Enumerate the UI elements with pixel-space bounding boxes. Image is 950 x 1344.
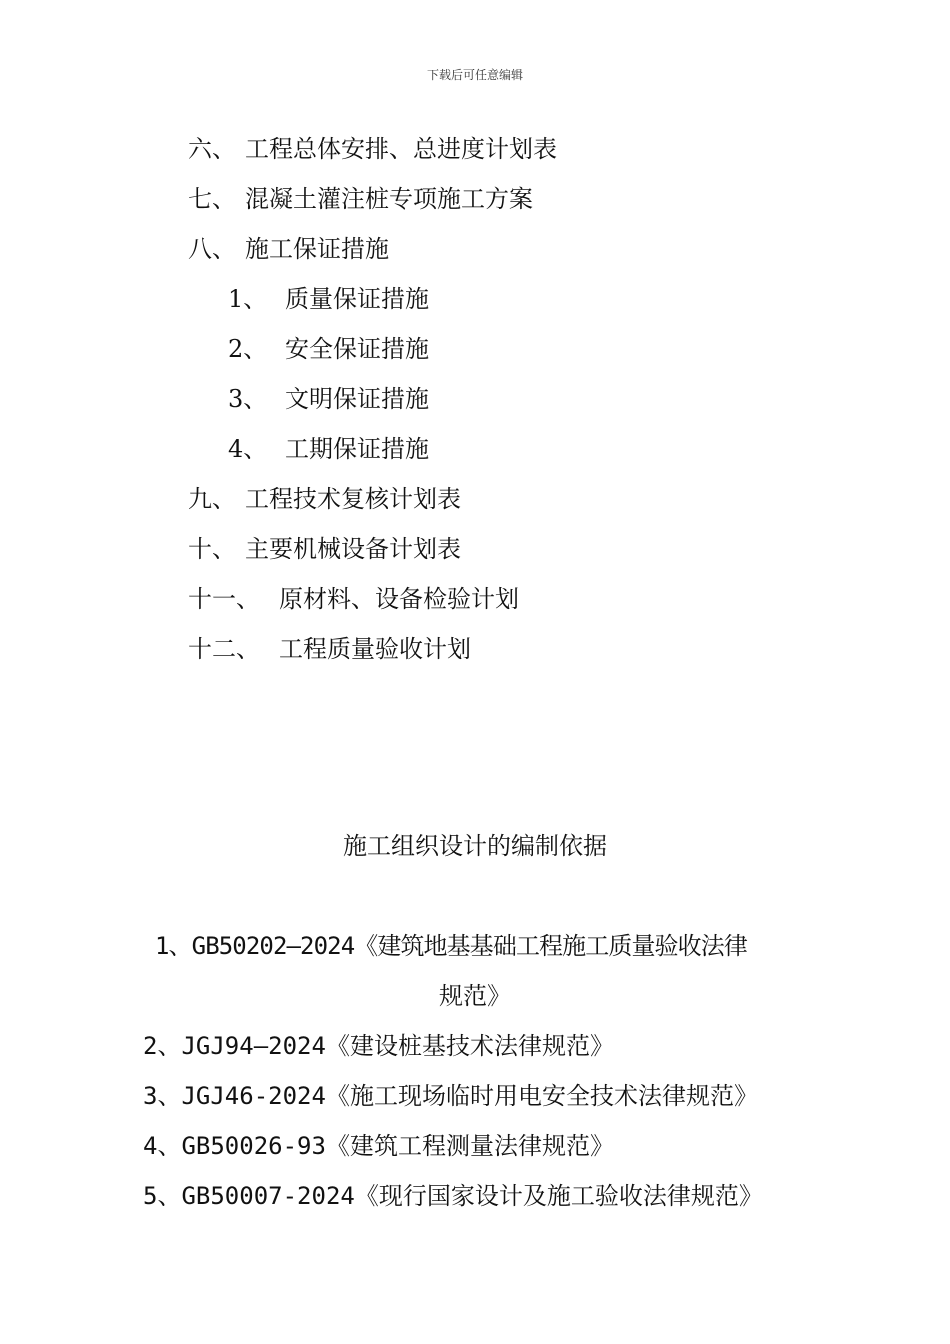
toc-subitem-3 xyxy=(228,384,429,414)
toc-item-10 xyxy=(188,534,461,564)
toc-item-7 xyxy=(188,184,533,214)
toc-item-number: 4、 xyxy=(228,435,268,463)
toc-item-number: 十一、 xyxy=(188,585,260,613)
toc-item-6 xyxy=(188,134,557,164)
toc-item-number: 九、 xyxy=(188,485,236,513)
toc-item-label: 工程技术复核计划表 xyxy=(245,485,461,513)
toc-item-number: 1、 xyxy=(228,285,268,313)
toc-item-label: 主要机械设备计划表 xyxy=(245,535,461,563)
toc-item-11 xyxy=(188,584,519,614)
toc-item-label: 原材料、设备检验计划 xyxy=(279,585,519,613)
toc-item-number: 十、 xyxy=(188,535,236,563)
toc-item-label: 工程总体安排、总进度计划表 xyxy=(245,135,557,163)
toc-item-number: 十二、 xyxy=(188,635,260,663)
toc-item-label: 工期保证措施 xyxy=(285,435,429,463)
toc-item-label: 施工保证措施 xyxy=(245,235,389,263)
toc-item-number: 八、 xyxy=(188,235,236,263)
toc-subitem-4 xyxy=(228,434,429,464)
toc-item-label: 安全保证措施 xyxy=(285,335,429,363)
toc-subitem-2 xyxy=(228,334,429,364)
toc-item-label: 文明保证措施 xyxy=(285,385,429,413)
reference-item-1: 1、GB50202—2024《建筑地基基础工程施工质量验收法律 xyxy=(155,932,747,960)
reference-item-4: 4、GB50026-93《建筑工程测量法律规范》 xyxy=(143,1132,614,1160)
toc-item-number: 六、 xyxy=(188,135,236,163)
toc-item-number: 2、 xyxy=(228,335,268,363)
toc-item-12 xyxy=(188,634,471,664)
toc-item-number: 七、 xyxy=(188,185,236,213)
toc-item-number: 3、 xyxy=(228,385,268,413)
toc-item-9 xyxy=(188,484,461,514)
page-header: 下载后可任意编辑 xyxy=(426,68,523,82)
toc-subitem-1 xyxy=(228,284,429,314)
toc-item-8 xyxy=(188,234,389,264)
section-title: 施工组织设计的编制依据 xyxy=(343,832,607,860)
reference-item-1-continued: 规范》 xyxy=(439,982,511,1010)
reference-item-5: 5、GB50007-2024《现行国家设计及施工验收法律规范》 xyxy=(143,1182,763,1210)
toc-item-label: 工程质量验收计划 xyxy=(279,635,471,663)
reference-item-3: 3、JGJ46-2024《施工现场临时用电安全技术法律规范》 xyxy=(143,1082,758,1110)
toc-item-label: 混凝土灌注桩专项施工方案 xyxy=(245,185,533,213)
reference-item-2: 2、JGJ94—2024《建设桩基技术法律规范》 xyxy=(143,1032,614,1060)
toc-item-label: 质量保证措施 xyxy=(285,285,429,313)
